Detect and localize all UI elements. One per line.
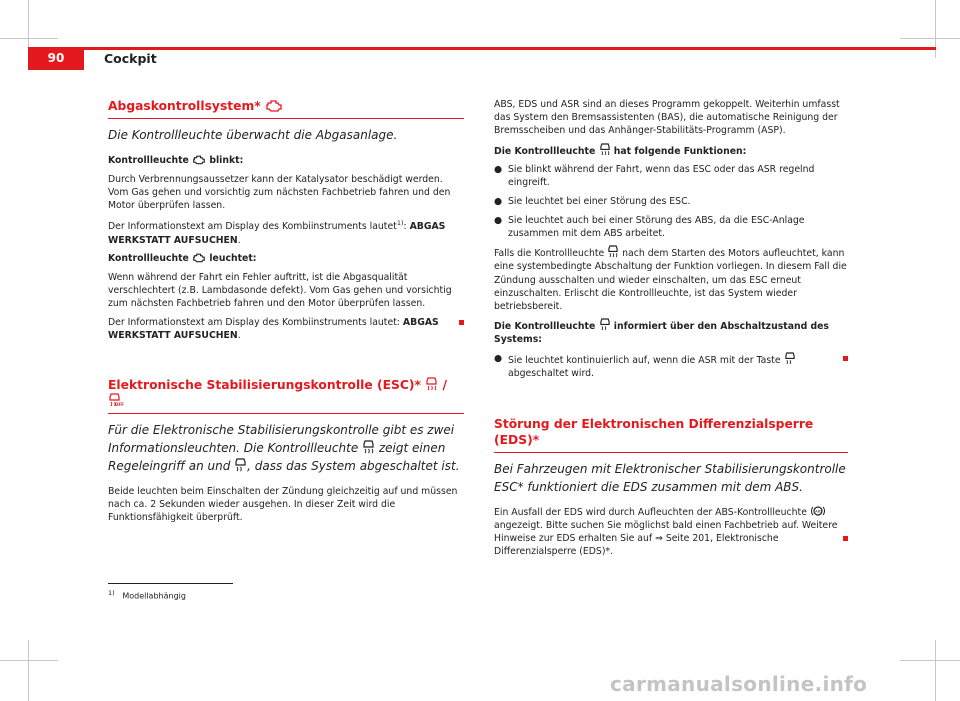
engine-icon <box>193 155 205 164</box>
list-item: ● Sie blinkt während der Fahrt, wenn das ESC oder das ASR regelnd eingreift. <box>494 164 815 189</box>
section-title-exhaust: Abgaskontrollsystem* <box>108 98 464 119</box>
section-end-mark <box>843 536 848 541</box>
footnote: $^{1)}$ Modellabhängig <box>108 589 186 601</box>
list-item: ● Sie leuchtet kontinuierlich auf, wenn die ASR mit der Taste abgeschaltet wird. <box>494 352 848 380</box>
off-label: Die Kontrollleuchte informiert über den Abschaltzustand des Systems: <box>494 318 848 346</box>
lit-text: Wenn während der Fahrt ein Fehler auftritt, ist die Abgasqualität verschlechtert (z.B. Lambdasonde defekt). Vom Gas gehen und vorsichtig zum nächsten Fachbetrieb fahren und den Motor überprüfen lassen. <box>108 271 452 309</box>
section-title-eds: Störung der Elektronischen Differenzialsperre (EDS)* <box>494 416 848 453</box>
blink-label: Kontrollleuchte blinkt: <box>108 155 244 166</box>
lit-label: Kontrollleuchte leuchtet: <box>108 253 257 265</box>
esc-off-icon <box>235 458 246 471</box>
engine-icon <box>193 253 205 262</box>
right-column <box>494 98 848 564</box>
esc-intro: ABS, EDS und ASR sind an dieses Programm gekoppelt. Weiterhin umfasst das System den Bremsassistenten (BAS), die automatische Reinigung der Bremsscheiben und das Anhänger-Stabilitäts-Programm (ASP). <box>494 99 840 137</box>
lead-eds: Bei Fahrzeugen mit Elektronischer Stabilisierungskontrolle ESC* funktioniert die EDS zusammen mit dem ABS. <box>494 461 846 494</box>
abs-icon <box>811 506 825 516</box>
crop-mark <box>0 38 58 39</box>
esc-off-icon <box>109 393 124 408</box>
info-text-2: Der Informationstext am Display des Kombiinstruments lautet: ABGAS WERKSTATT AUFSUCHEN. <box>108 316 464 342</box>
lead-exhaust: Die Kontrollleuchte überwacht die Abgasanlage. <box>108 128 398 142</box>
section-end-mark <box>459 320 464 325</box>
chapter-title: Cockpit <box>104 51 157 66</box>
esc-car-icon <box>600 143 610 155</box>
page-number: 90 <box>28 47 84 70</box>
left-column <box>108 98 464 530</box>
section-title-esc: Elektronische Stabilisierungskontrolle (ESC)* / OFF <box>108 377 464 414</box>
crop-mark <box>0 660 58 661</box>
svg-text:OFF: OFF <box>115 402 124 408</box>
after-text: Falls die Kontrollleuchte nach dem Starten des Motors aufleuchtet, kann eine systembedingte Abschaltung der Funktion vorliegen. In diesem Fall die Zündung ausschalten und wieder einschalten, um das ESC erneut einzuschalten. Erlischt die Kontrollleuchte, ist das System wieder betriebsbereit. <box>494 245 848 312</box>
blink-text: Durch Verbrennungsaussetzer kann der Katalysator beschädigt werden. Vom Gas gehen und vorsichtig zum nächsten Fachbetrieb fahren und den Motor überprüfen lassen. <box>108 173 451 211</box>
func-label: Die Kontrollleuchte hat folgende Funktionen: <box>494 143 848 158</box>
crop-mark <box>900 38 960 39</box>
list-item: ● Sie leuchtet auch bei einer Störung des ABS, da die ESC-Anlage zusammen mit dem ABS arbeitet. <box>494 214 805 239</box>
crop-mark <box>900 660 960 661</box>
list-item: ● Sie leuchtet bei einer Störung des ESC. <box>494 196 691 208</box>
lead-esc: Für die Elektronische Stabilisierungskontrolle gibt es zwei Informationsleuchten. Die Kontrollleuchte zeigt einen Regeleingriff an und , dass das System abgeschaltet ist. <box>108 423 460 474</box>
esc-body: Beide leuchten beim Einschalten der Zündung gleichzeitig auf und müssen nach ca. 2 Sekunden wieder ausgehen. In dieser Zeit wird die Funktionsfähigkeit überprüft. <box>108 486 458 524</box>
section-end-mark <box>843 356 848 361</box>
engine-icon <box>266 100 282 111</box>
esc-car-icon <box>608 245 618 257</box>
footnote-rule <box>108 583 233 584</box>
esc-car-icon <box>426 377 437 390</box>
esc-off-icon <box>600 318 610 330</box>
info-text-1: Der Informationstext am Display des Kombiinstruments lautet$^{1)}$: ABGAS WERKSTATT AUFSUCHEN. <box>108 219 446 246</box>
svg-text:ABS: ABS <box>815 509 823 514</box>
esc-car-icon <box>363 440 374 453</box>
esc-off-icon <box>785 352 795 364</box>
crop-mark <box>935 640 936 701</box>
header-rule <box>28 47 936 50</box>
crop-mark <box>28 640 29 701</box>
watermark: carmanualsonline.info <box>610 672 868 696</box>
eds-body: Ein Ausfall der EDS wird durch Aufleuchten der ABS-Kontrollleuchte ABS angezeigt. Bitte suchen Sie möglichst bald einen Fachbetrieb auf. Weitere Hinweise zur EDS erhalten Sie auf ⇒ Seite 201, Elektronische Differenzialsperre (EDS)*. <box>494 506 848 558</box>
